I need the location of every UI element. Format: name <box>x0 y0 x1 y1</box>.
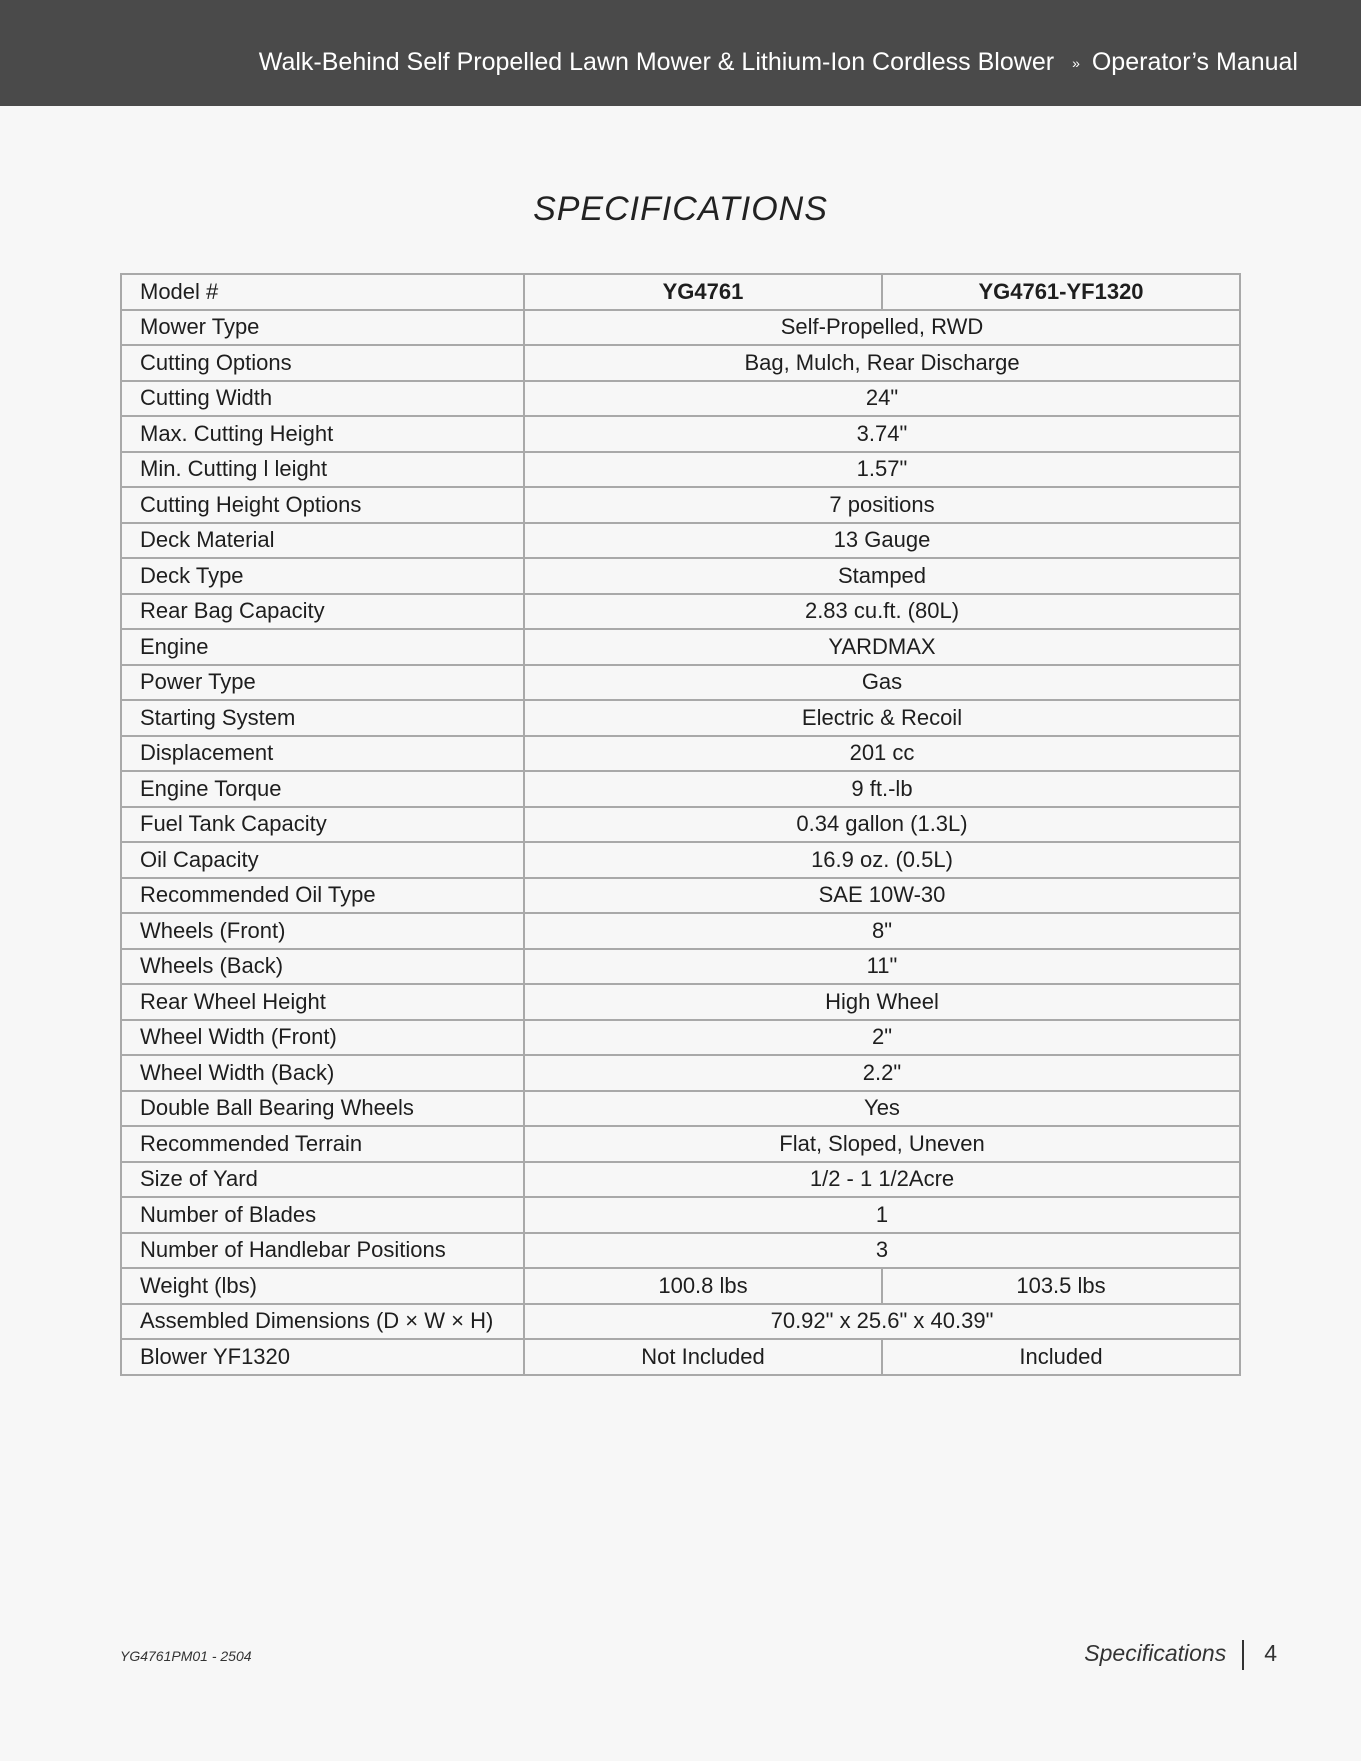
spec-label: Double Ball Bearing Wheels <box>121 1091 524 1127</box>
dimensions-value: 70.92" x 25.6" x 40.39" <box>524 1304 1240 1340</box>
model-label: Model # <box>121 274 524 310</box>
footer-divider <box>1242 1640 1244 1670</box>
spec-label: Starting System <box>121 700 524 736</box>
spec-label: Displacement <box>121 736 524 772</box>
spec-value: 1 <box>524 1197 1240 1233</box>
spec-value: YARDMAX <box>524 629 1240 665</box>
page-footer <box>1084 1640 1277 1670</box>
weight-label: Weight (lbs) <box>121 1268 524 1304</box>
spec-value: 0.34 gallon (1.3L) <box>524 807 1240 843</box>
spec-value: 13 Gauge <box>524 523 1240 559</box>
model-col1: YG4761 <box>524 274 882 310</box>
page-title: SPECIFICATIONS <box>533 190 828 228</box>
spec-value: 3.74" <box>524 416 1240 452</box>
table-row <box>121 416 1240 452</box>
spec-value: SAE 10W-30 <box>524 878 1240 914</box>
dimensions-label: Assembled Dimensions (D × W × H) <box>121 1304 524 1340</box>
header-product-title: Walk-Behind Self Propelled Lawn Mower & Lithium-Ion Cordless Blower <box>258 48 1055 76</box>
table-row <box>121 452 1240 488</box>
spec-label: Engine Torque <box>121 771 524 807</box>
spec-label: Rear Wheel Height <box>121 984 524 1020</box>
spec-value: 2" <box>524 1020 1240 1056</box>
table-row <box>121 771 1240 807</box>
page-number: 4 <box>1264 1640 1277 1667</box>
table-row <box>121 487 1240 523</box>
spec-label: Number of Handlebar Positions <box>121 1233 524 1269</box>
spec-label: Size of Yard <box>121 1162 524 1198</box>
spec-label: Wheels (Back) <box>121 949 524 985</box>
table-row <box>121 913 1240 949</box>
spec-value: 11" <box>524 949 1240 985</box>
spec-value: Flat, Sloped, Uneven <box>524 1126 1240 1162</box>
table-row <box>121 842 1240 878</box>
spec-label: Rear Bag Capacity <box>121 594 524 630</box>
table-row-dimensions <box>121 1304 1240 1340</box>
table-row <box>121 523 1240 559</box>
spec-value: Gas <box>524 665 1240 701</box>
spec-value: 3 <box>524 1233 1240 1269</box>
spec-value: Yes <box>524 1091 1240 1127</box>
table-row <box>121 1091 1240 1127</box>
spec-value: 7 positions <box>524 487 1240 523</box>
table-row <box>121 1233 1240 1269</box>
spec-value: 1/2 - 1 1/2Acre <box>524 1162 1240 1198</box>
blower-label: Blower YF1320 <box>121 1339 524 1375</box>
table-row <box>121 665 1240 701</box>
header-manual-title: Operator’s Manual <box>1091 48 1298 76</box>
spec-value: 16.9 oz. (0.5L) <box>524 842 1240 878</box>
spec-label: Cutting Width <box>121 381 524 417</box>
spec-label: Wheels (Front) <box>121 913 524 949</box>
model-col2: YG4761-YF1320 <box>882 274 1240 310</box>
table-row <box>121 629 1240 665</box>
document-code: YG4761PM01 - 2504 <box>120 1648 252 1664</box>
spec-value: Stamped <box>524 558 1240 594</box>
spec-label: Cutting Height Options <box>121 487 524 523</box>
table-row <box>121 310 1240 346</box>
spec-label: Cutting Options <box>121 345 524 381</box>
table-row <box>121 700 1240 736</box>
spec-value: 201 cc <box>524 736 1240 772</box>
spec-label: Wheel Width (Front) <box>121 1020 524 1056</box>
footer-section-name: Specifications <box>1084 1640 1227 1667</box>
table-row <box>121 381 1240 417</box>
table-row <box>121 807 1240 843</box>
spec-label: Engine <box>121 629 524 665</box>
table-row <box>121 1055 1240 1091</box>
spec-label: Number of Blades <box>121 1197 524 1233</box>
spec-label: Wheel Width (Back) <box>121 1055 524 1091</box>
spec-label: Fuel Tank Capacity <box>121 807 524 843</box>
table-row-blower <box>121 1339 1240 1375</box>
table-row <box>121 736 1240 772</box>
spec-label: Recommended Oil Type <box>121 878 524 914</box>
header-text <box>259 48 1298 77</box>
table-row <box>121 1162 1240 1198</box>
specifications-table <box>120 273 1241 1376</box>
spec-value: High Wheel <box>524 984 1240 1020</box>
spec-label: Min. Cutting l leight <box>121 452 524 488</box>
page-header <box>0 0 1361 106</box>
spec-label: Mower Type <box>121 310 524 346</box>
spec-value: 8" <box>524 913 1240 949</box>
spec-value: Bag, Mulch, Rear Discharge <box>524 345 1240 381</box>
spec-label: Oil Capacity <box>121 842 524 878</box>
table-row <box>121 1020 1240 1056</box>
spec-value: 9 ft.-lb <box>524 771 1240 807</box>
spec-value: Self-Propelled, RWD <box>524 310 1240 346</box>
weight-col2: 103.5 lbs <box>882 1268 1240 1304</box>
spec-value: 1.57" <box>524 452 1240 488</box>
spec-value: Electric & Recoil <box>524 700 1240 736</box>
table-row <box>121 1197 1240 1233</box>
header-separator: » <box>1072 55 1080 72</box>
table-row <box>121 984 1240 1020</box>
table-row <box>121 345 1240 381</box>
spec-label: Deck Type <box>121 558 524 594</box>
spec-label: Recommended Terrain <box>121 1126 524 1162</box>
spec-value: 2.83 cu.ft. (80L) <box>524 594 1240 630</box>
table-row <box>121 949 1240 985</box>
spec-label: Max. Cutting Height <box>121 416 524 452</box>
spec-label: Power Type <box>121 665 524 701</box>
spec-value: 2.2" <box>524 1055 1240 1091</box>
table-row <box>121 878 1240 914</box>
spec-value: 24" <box>524 381 1240 417</box>
blower-col1: Not Included <box>524 1339 882 1375</box>
table-row <box>121 594 1240 630</box>
table-row <box>121 1126 1240 1162</box>
spec-label: Deck Material <box>121 523 524 559</box>
blower-col2: Included <box>882 1339 1240 1375</box>
table-row <box>121 558 1240 594</box>
table-header-row <box>121 274 1240 310</box>
table-row-weight <box>121 1268 1240 1304</box>
weight-col1: 100.8 lbs <box>524 1268 882 1304</box>
